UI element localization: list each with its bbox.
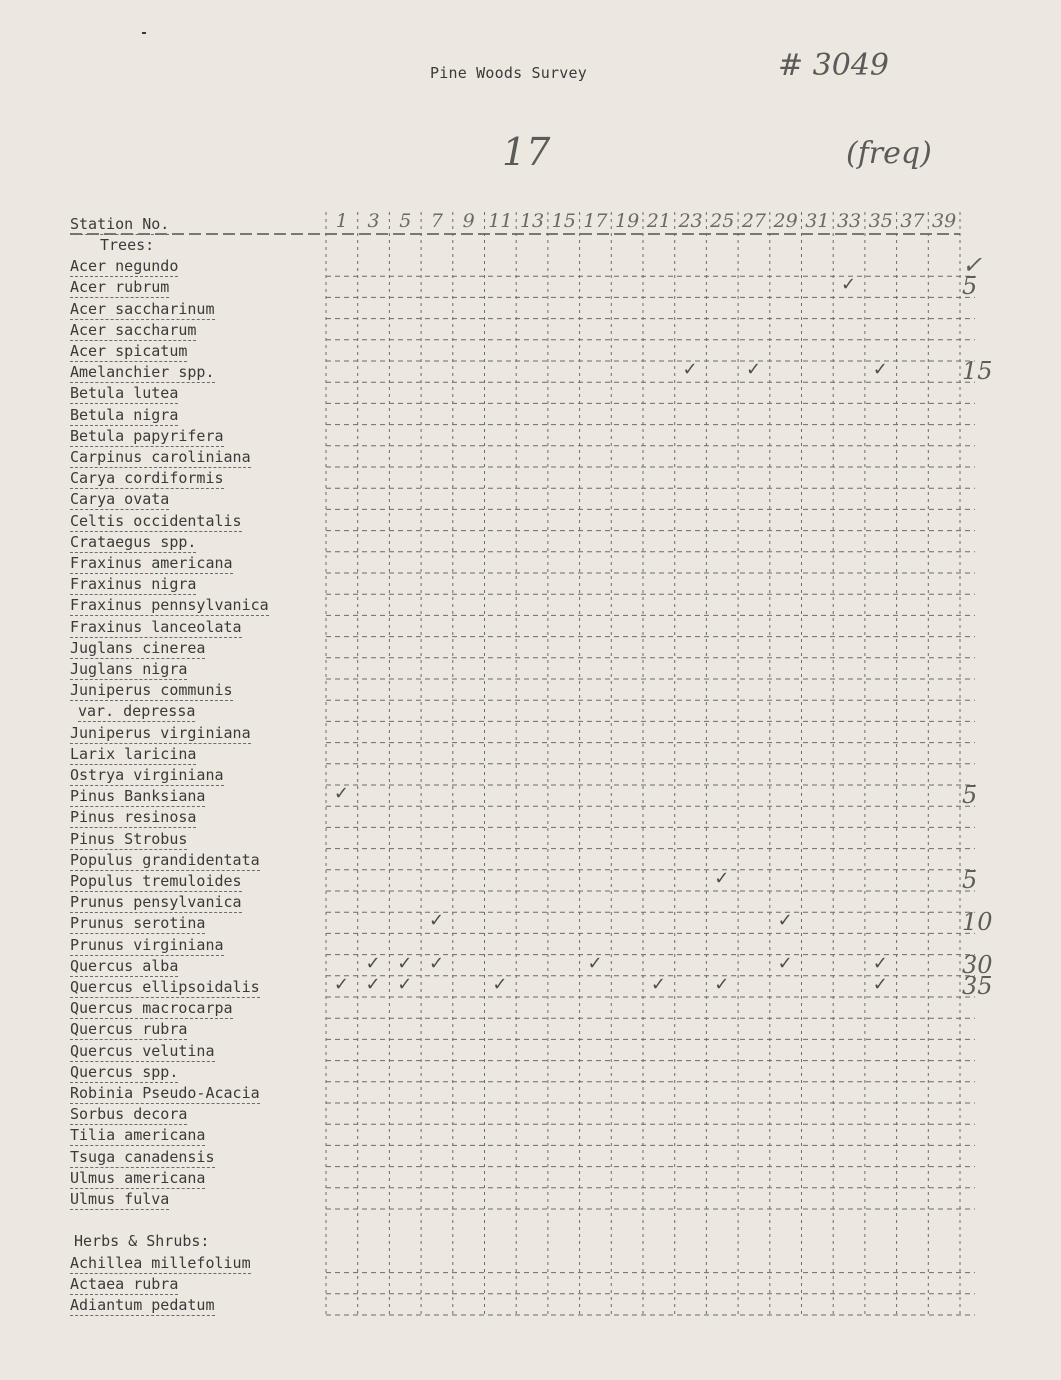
station-number: 29 [773, 210, 798, 232]
species-name: Quercus spp. [70, 1062, 179, 1081]
checkmark: ✓ [333, 783, 349, 805]
species-name: Quercus rubra [70, 1020, 188, 1039]
species-name: Prunus virginiana [70, 935, 224, 954]
checkmark: ✓ [777, 910, 793, 932]
species-name: Robinia Pseudo-Acacia [70, 1084, 260, 1102]
checkmark: ✓ [714, 974, 730, 995]
checkmark: ✓ [777, 952, 793, 974]
species-name: Larix laricina [70, 744, 197, 763]
species-name: Betula papyrifera [70, 426, 224, 445]
station-number: 15 [551, 210, 576, 232]
species-name: Ulmus americana [70, 1168, 206, 1187]
species-name: Carpinus caroliniana [70, 448, 251, 466]
species-name: Carya ovata [70, 490, 170, 509]
species-name: Fraxinus nigra [70, 575, 197, 594]
checkmark: ✓ [872, 359, 888, 381]
species-name: Celtis occidentalis [70, 511, 242, 530]
station-number: 13 [519, 210, 545, 232]
frequency-tally: 5 [962, 272, 978, 301]
station-number: 37 [900, 210, 925, 232]
checkmark: ✓ [492, 974, 508, 995]
species-name: Pinus Banksiana [70, 787, 206, 806]
station-number: 35 [868, 210, 893, 232]
species-name: Pinus resinosa [70, 808, 197, 827]
station-number: 23 [678, 210, 703, 232]
checkmark: ✓ [745, 359, 762, 381]
section-label: Herbs & Shrubs: [74, 1232, 210, 1251]
species-name: Acer saccharum [70, 320, 197, 339]
corner-note: (freq) [846, 136, 932, 171]
sheet-number: 17 [502, 130, 551, 174]
checkmark: ✓ [714, 868, 730, 889]
species-name: Quercus velutina [70, 1041, 215, 1060]
station-number: 3 [367, 210, 380, 232]
species-name: Pinus Strobus [70, 829, 188, 848]
checkmark: ✓ [872, 974, 888, 995]
species-name: Quercus alba [70, 956, 179, 975]
checkmark: ✓ [872, 952, 888, 974]
station-number: 9 [462, 210, 475, 232]
species-name: Crataegus spp. [70, 532, 197, 551]
station-number: 5 [399, 210, 412, 232]
species-name: Juniperus virginiana [70, 723, 251, 742]
checkmark: ✓ [587, 952, 603, 974]
species-name: Tilia americana [70, 1126, 206, 1145]
checkmark: ✓ [333, 974, 349, 995]
frequency-tally: 15 [962, 357, 993, 386]
station-number: 11 [488, 210, 513, 232]
species-name: Fraxinus lanceolata [70, 617, 242, 636]
document-number: # 3049 [778, 48, 890, 83]
species-name: Prunus pensylvanica [70, 893, 242, 912]
species-name: Fraxinus americana [70, 554, 233, 572]
ink-speck [142, 32, 146, 34]
station-number: 1 [335, 210, 348, 232]
frequency-tally: 30 [962, 950, 993, 979]
checkmark: ✓ [841, 274, 857, 296]
station-number: 19 [615, 210, 640, 232]
species-name: Acer rubrum [70, 278, 170, 297]
species-name: Acer negundo [70, 257, 179, 276]
station-number: 25 [710, 210, 735, 232]
species-name: Sorbus decora [70, 1105, 188, 1124]
species-name: Betula lutea [70, 384, 179, 403]
species-name: var. depressa [78, 702, 196, 721]
species-name: Juglans cinerea [70, 638, 206, 657]
species-name: Juniperus communis [70, 681, 233, 700]
species-name: Carya cordiformis [70, 469, 224, 488]
checkmark: ✓ [365, 952, 381, 974]
checkmark: ✓ [397, 952, 413, 974]
frequency-tally: 5 [962, 866, 978, 894]
station-number: 17 [583, 210, 608, 232]
species-name: Tsuga canadensis [70, 1147, 215, 1166]
species-name: Achillea millefolium [70, 1253, 251, 1272]
section-label: Trees: [100, 236, 155, 254]
station-number: 7 [430, 210, 443, 232]
species-name: Populus tremuloides [70, 872, 242, 890]
species-name: Prunus serotina [70, 914, 206, 933]
species-name: Juglans nigra [70, 660, 188, 678]
species-name: Ulmus fulva [70, 1190, 170, 1208]
frequency-tally: ✓ [962, 251, 983, 280]
station-label: Station No. [70, 215, 170, 233]
station-number: 39 [932, 210, 957, 232]
species-name: Fraxinus pennsylvanica [70, 596, 269, 615]
checkmark: ✓ [682, 359, 698, 381]
checkmark: ✓ [428, 952, 445, 974]
species-name: Actaea rubra [70, 1274, 179, 1293]
species-name: Quercus macrocarpa [70, 999, 233, 1018]
frequency-tally: 5 [962, 781, 978, 810]
species-name: Betula nigra [70, 405, 179, 424]
station-number: 21 [646, 210, 671, 232]
species-name: Acer spicatum [70, 342, 188, 360]
station-number: 27 [741, 210, 767, 232]
frequency-tally: 35 [962, 972, 993, 1000]
checkmark: ✓ [650, 974, 666, 995]
checkmark: ✓ [397, 974, 413, 995]
species-name: Ostrya virginiana [70, 766, 224, 784]
page-title: Pine Woods Survey [430, 64, 587, 82]
station-number: 31 [805, 210, 830, 232]
species-name: Amelanchier spp. [70, 363, 215, 382]
species-name: Adiantum pedatum [70, 1296, 215, 1314]
species-name: Populus grandidentata [70, 850, 260, 869]
frequency-tally: 10 [962, 908, 993, 937]
station-number: 33 [836, 210, 862, 232]
species-name: Acer saccharinum [70, 299, 215, 318]
checkmark: ✓ [365, 974, 381, 995]
checkmark: ✓ [428, 910, 445, 932]
species-name: Quercus ellipsoidalis [70, 978, 260, 996]
